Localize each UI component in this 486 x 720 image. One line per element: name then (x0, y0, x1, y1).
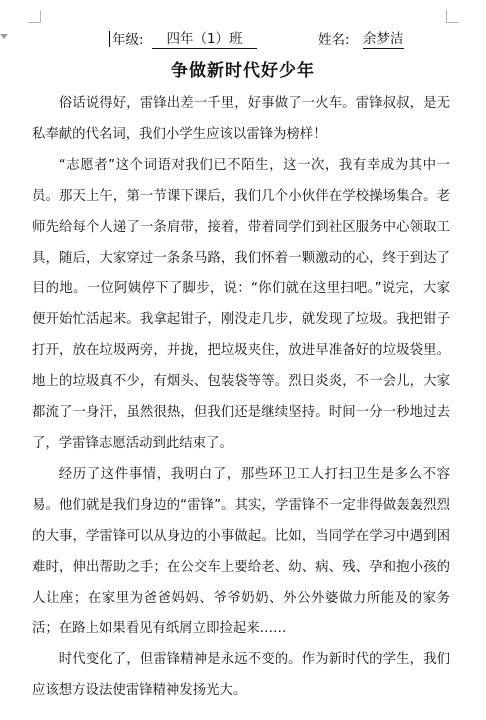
paragraph-3: 经历了这件事情，我明白了，那些环卫工人打扫卫生是多么不容易。他们就是我们身边的“雷锋”。其实，学雷锋不一定非得做轰轰烈烈的大事，学雷锋可以从身边的小事做起。比如，当同学在学习中遇到困难时，伸出帮助之手；在公交车上要给老、幼、病、残、孕和抱小孩的人让座；在家里为爸爸妈妈、爷爷奶奶、外公外婆做力所能及的家务活；在路上如果看见有纸屑立即捡起来…… (32, 466, 450, 637)
student-info-row (0, 30, 486, 50)
page-corner-mark-top-right (446, 10, 459, 23)
paragraph-4: 时代变化了，但雷锋精神是永远不变的。作为新时代的学生，我们应该想方设法使雷锋精神发扬光大。 (32, 652, 450, 699)
essay-body[interactable] (32, 89, 450, 707)
page-corner-mark-top-left (28, 10, 41, 23)
essay-title: 争做新时代好少年 (171, 61, 315, 81)
name-value[interactable]: 余梦洁 (363, 31, 404, 47)
paragraph-1: 俗话说得好，雷锋出差一千里，好事做了一火车。雷锋叔叔，是无私奉献的代名词，我们小学生应该以雷锋为榜样！ (32, 96, 450, 142)
grade-label: 年级: (112, 32, 144, 48)
grade-value[interactable]: 四年（1）班 (152, 30, 257, 49)
name-label: 姓名: (318, 32, 350, 48)
paragraph-2: “志愿者”这个词语对我们已不陌生，这一次，我有幸成为其中一员。那天上午，第一节课下课后，我们几个小伙伴在学校操场集合。老师先给每个人递了一条肩带，接着，带着同学们到社区服务中心领取工具，随后，大家穿过一条条马路，我们怀着一颗激动的心，终于到达了目的地。一位阿姨停下了脚步，说：“你们就在这里扫吧。”说完，大家便开始忙活起来。我拿起钳子，刚没走几步，就发现了垃圾。我把钳子打开，放在垃圾两旁，并拢，把垃圾夹住，放进早准备好的垃圾袋里。地上的垃圾真不少，有烟头、包装袋等等。烈日炎炎，不一会儿，大家都流了一身汗，虽然很热，但我们还是继续坚持。时间一分一秒地过去了，学雷锋志愿活动到此结束了。 (32, 157, 450, 451)
